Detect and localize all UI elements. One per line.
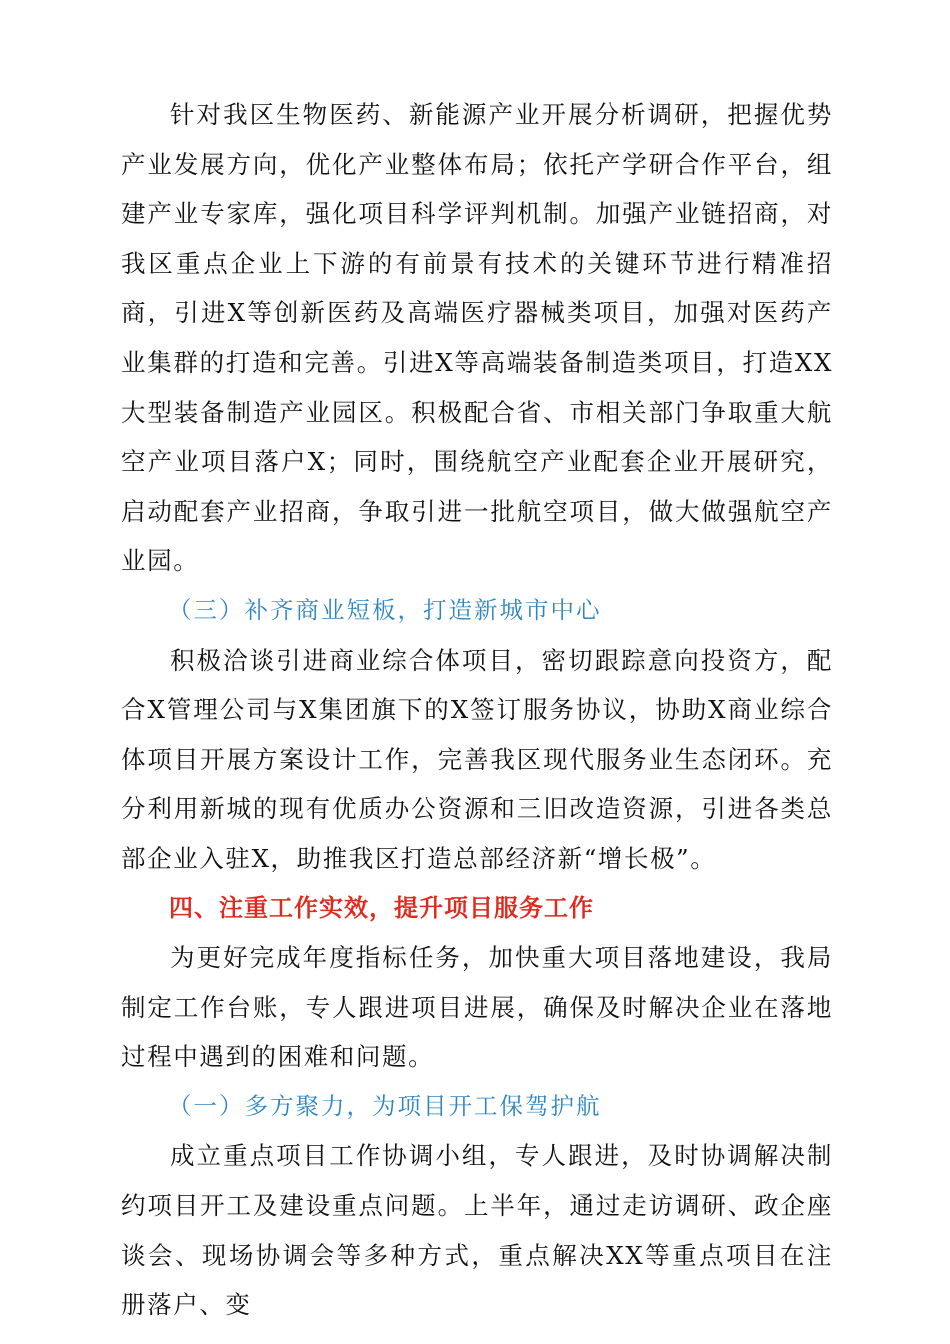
section-heading: 四、注重工作实效，提升项目服务工作 — [169, 893, 594, 922]
body-paragraph: 针对我区生物医药、新能源产业开展分析调研，把握优势产业发展方向，优化产业整体布局；依托产学研合作平台，组建产业专家库，强化项目科学评判机制。加强产业链招商，对我区重点企业上下游的有前景有技术的关键环节进行精准招商，引进X等创新医药及高端医疗器械类项目，加强对医药产业集群的打造和完善。引进X等高端装备制造类项目，打造XX大型装备制造产业园区。积极配合省、市相关部门争取重大航空产业项目落户X；同时，围绕航空产业配套企业开展研究，启动配套产业招商，争取引进一批航空项目，做大做强航空产业园。 — [121, 100, 833, 576]
section-subheading: （三）补齐商业短板，打造新城市中心 — [168, 595, 602, 624]
body-paragraph: 积极洽谈引进商业综合体项目，密切跟踪意向投资方，配合X管理公司与X集团旗下的X签订服务协议，协助X商业综合体项目开展方案设计工作，完善我区现代服务业生态闭环。充分利用新城的现有优质办公资源和三旧改造资源，引进各类总部企业入驻X，助推我区打造总部经济新“增长极”。 — [121, 645, 833, 873]
body-paragraph: 成立重点项目工作协调小组，专人跟进，及时协调解决制约项目开工及建设重点问题。上半年，通过走访调研、政企座谈会、现场协调会等多种方式，重点解决XX等重点项目在注册落户、变 — [121, 1141, 833, 1320]
section-subheading: （一）多方聚力，为项目开工保驾护航 — [168, 1091, 602, 1120]
document-body — [121, 90, 833, 1330]
body-paragraph: 为更好完成年度指标任务，加快重大项目落地建设，我局制定工作台账，专人跟进项目进展，确保及时解决企业在落地过程中遇到的困难和问题。 — [121, 943, 833, 1072]
